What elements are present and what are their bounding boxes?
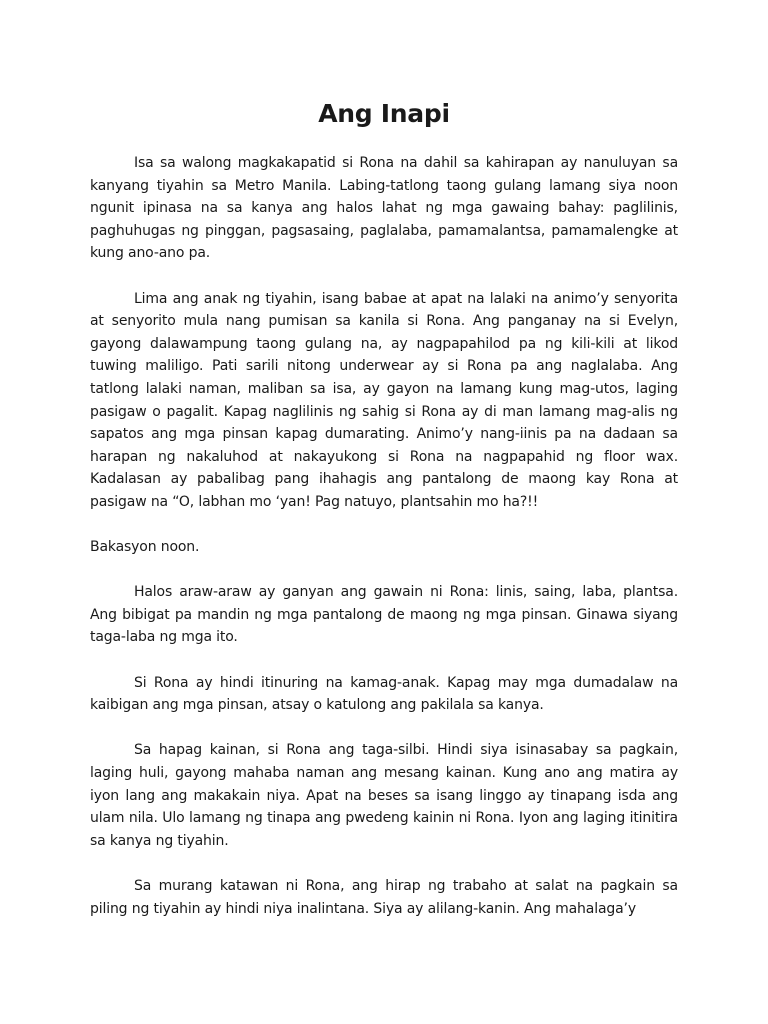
paragraph-6: Sa hapag kainan, si Rona ang taga-silbi. Hindi siya isinasabay sa pagkain, laging huli, gayong mahaba naman ang mesang kainan. Kung ano ang matira ay iyon lang ang makakain niya. Apat na beses sa isang linggo ay tinapang isda ang ulam nila. Ulo lamang ng tinapa ang pwedeng kainin ni Rona. Iyon ang laging itinitira sa kanya ng tiyahin. [90,742,678,849]
paragraph-4: Halos araw-araw ay ganyan ang gawain ni Rona: linis, saing, laba, plantsa. Ang bibigat pa mandin ng mga pantalong de maong ng mga pinsan. Ginawa siyang taga-laba ng mga ito. [90,584,678,646]
paragraph-3: Bakasyon noon. [90,539,200,556]
paragraph-7: Sa murang katawan ni Rona, ang hirap ng trabaho at salat na pagkain sa piling ng tiyahin ay hindi niya inalintana. Siya ay alilang-kanin. Ang mahalaga’y [90,878,678,917]
paragraph-2: Lima ang anak ng tiyahin, isang babae at apat na lalaki na animo’y senyorita at senyorito mula nang pumisan sa kanila si Rona. Ang panganay na si Evelyn, gayong dalawampung taong gulang na, ay nagpapahilod pa ng kili-kili at likod tuwing maliligo. Pati sarili nitong underwear ay si Rona pa ang naglalaba. Ang tatlong lalaki naman, maliban sa isa, ay gayon na lamang kung mag-utos, laging pasigaw o pagalit. Kapag naglilinis ng sahig si Rona ay di man lamang mag-alis ng sapatos ang mga pinsan kapag dumarating. Animo’y nang-iinis pa na dadaan sa harapan ng nakaluhod at nakayukong si Rona na nagpapahid ng floor wax. Kadalasan ay pabalibag pang ihahagis ang pantalong de maong kay Rona at pasigaw na “O, labhan mo ‘yan! Pag natuyo, plantsahin mo ha?!! [90,290,678,510]
paragraph-1: Isa sa walong magkakapatid si Rona na dahil sa kahirapan ay nanuluyan sa kanyang tiyahin sa Metro Manila. Labing-tatlong taong gulang lamang siya noon ngunit ipinasa na sa kanya ang halos lahat ng mga gawaing bahay: paglilinis, paghuhugas ng pinggan, pagsasaing, paglalaba, pamamalantsa, pamamalengke at kung ano-ano pa. [90,155,678,262]
document-page [90,96,678,943]
paragraph-5: Si Rona ay hindi itinuring na kamag-anak. Kapag may mga dumadalaw na kaibigan ang mga pinsan, atsay o katulong ang pakilala sa kanya. [90,674,678,714]
document-title: Ang Inapi [318,99,450,128]
